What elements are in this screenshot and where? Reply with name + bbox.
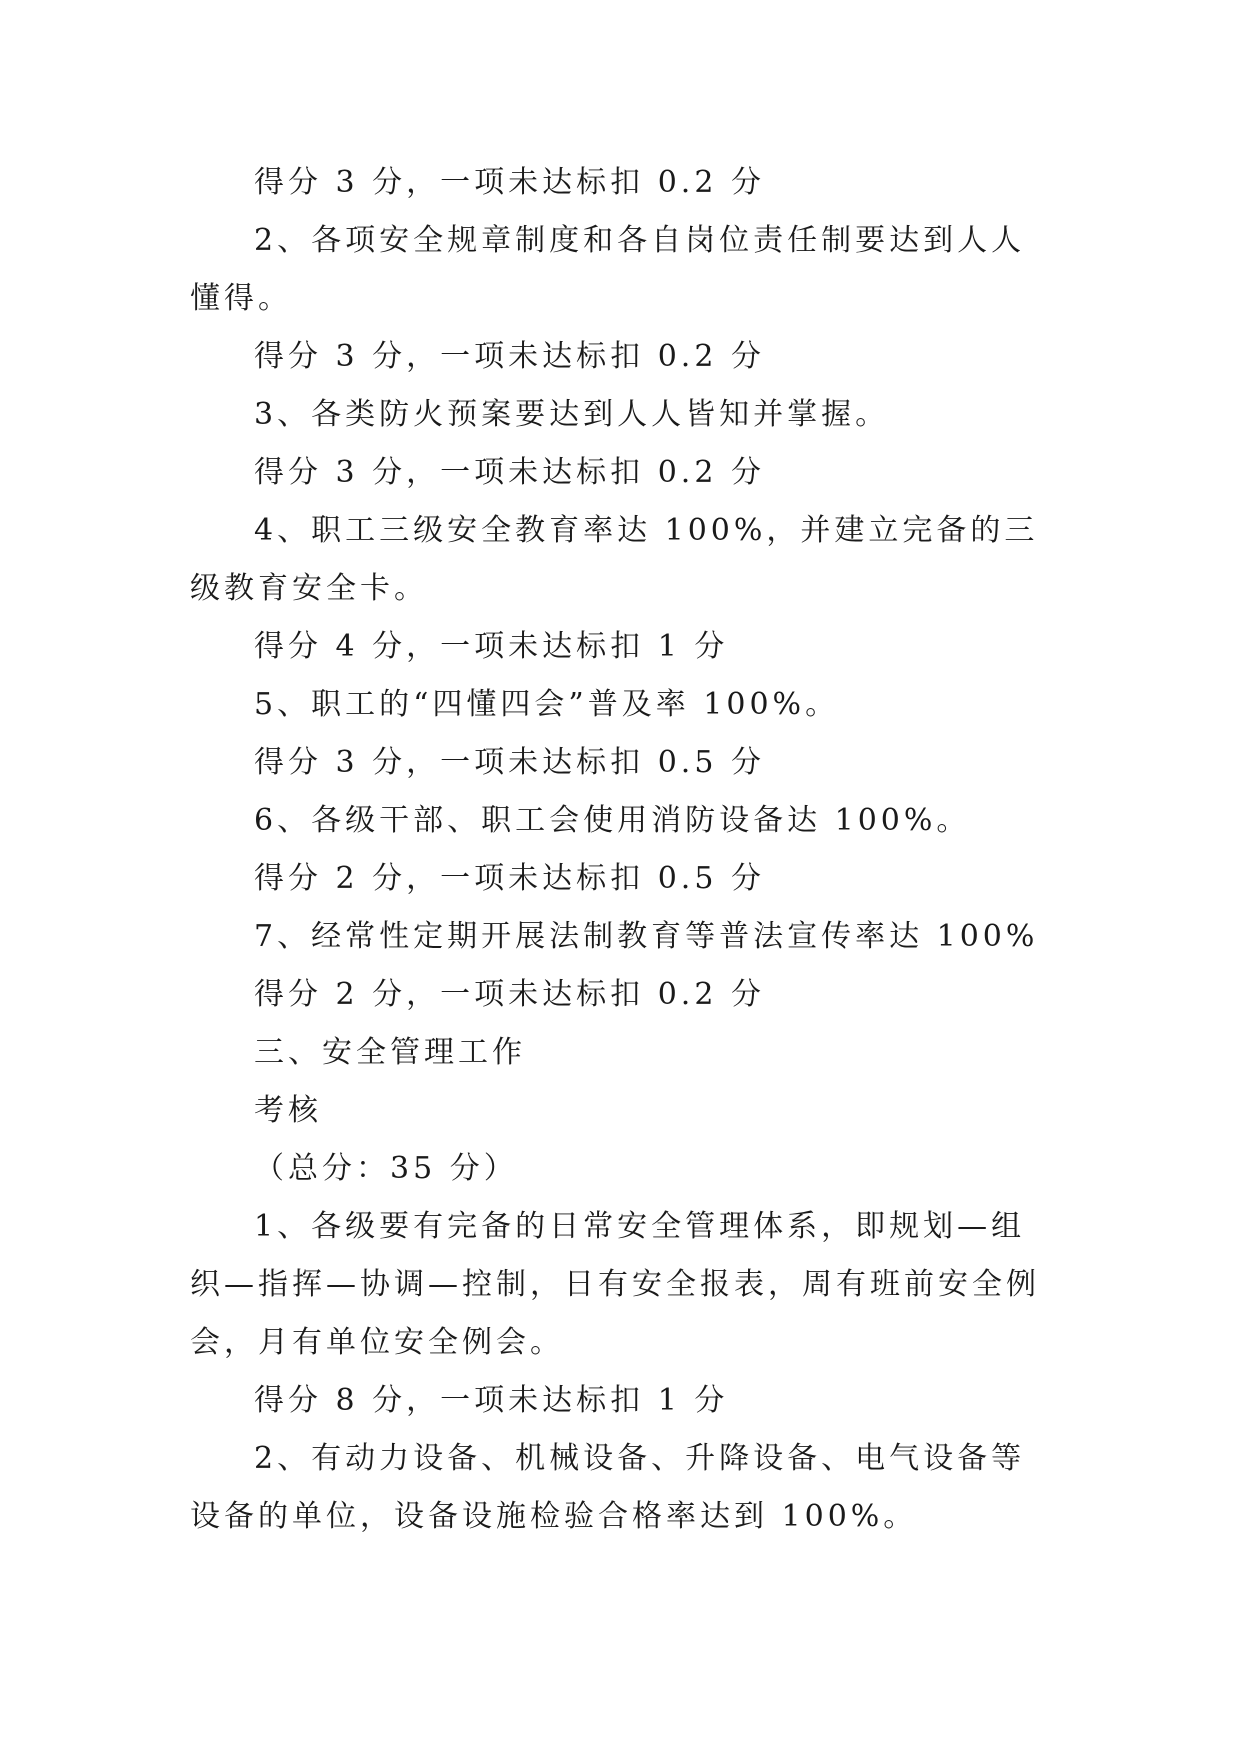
paragraph-item-7: 7、经常性定期开展法制教育等普法宣传率达 100% [254,919,1039,954]
paragraph-item-6: 6、各级干部、职工会使用消防设备达 100%。 [254,803,971,838]
paragraph-section3-item-2: 2、有动力设备、机械设备、升降设备、电气设备等设备的单位，设备设施检验合格率达到 100%。 [190,1441,1026,1534]
paragraph-section3-score-1: 得分 8 分，一项未达标扣 1 分 [254,1383,729,1418]
paragraph-section3-item-1: 1、各级要有完备的日常安全管理体系，即规划—组织—指挥—协调—控制，日有安全报表，周有班前安全例会，月有单位安全例会。 [190,1209,1040,1360]
section-total-score: （总分：35 分） [254,1151,518,1186]
paragraph-item-5: 5、职工的“四懂四会”普及率 100%。 [254,687,840,722]
document-body [190,154,1052,1546]
paragraph-score-6: 得分 2 分，一项未达标扣 0.5 分 [254,861,765,896]
paragraph-score-4: 得分 4 分，一项未达标扣 1 分 [254,629,729,664]
paragraph-score-5: 得分 3 分，一项未达标扣 0.5 分 [254,745,765,780]
section-heading: 三、安全管理工作 [254,1035,526,1070]
paragraph-score-7: 得分 2 分，一项未达标扣 0.2 分 [254,977,765,1012]
paragraph-item-4: 4、职工三级安全教育率达 100%，并建立完备的三级教育安全卡。 [190,513,1039,606]
paragraph-score-1: 得分 3 分，一项未达标扣 0.2 分 [254,165,765,200]
paragraph-item-3: 3、各类防火预案要达到人人皆知并掌握。 [254,397,890,432]
paragraph-score-2: 得分 3 分，一项未达标扣 0.2 分 [254,339,765,374]
section-subheading: 考核 [254,1093,322,1128]
paragraph-item-2: 2、各项安全规章制度和各自岗位责任制要达到人人懂得。 [190,223,1026,316]
paragraph-score-3: 得分 3 分，一项未达标扣 0.2 分 [254,455,765,490]
